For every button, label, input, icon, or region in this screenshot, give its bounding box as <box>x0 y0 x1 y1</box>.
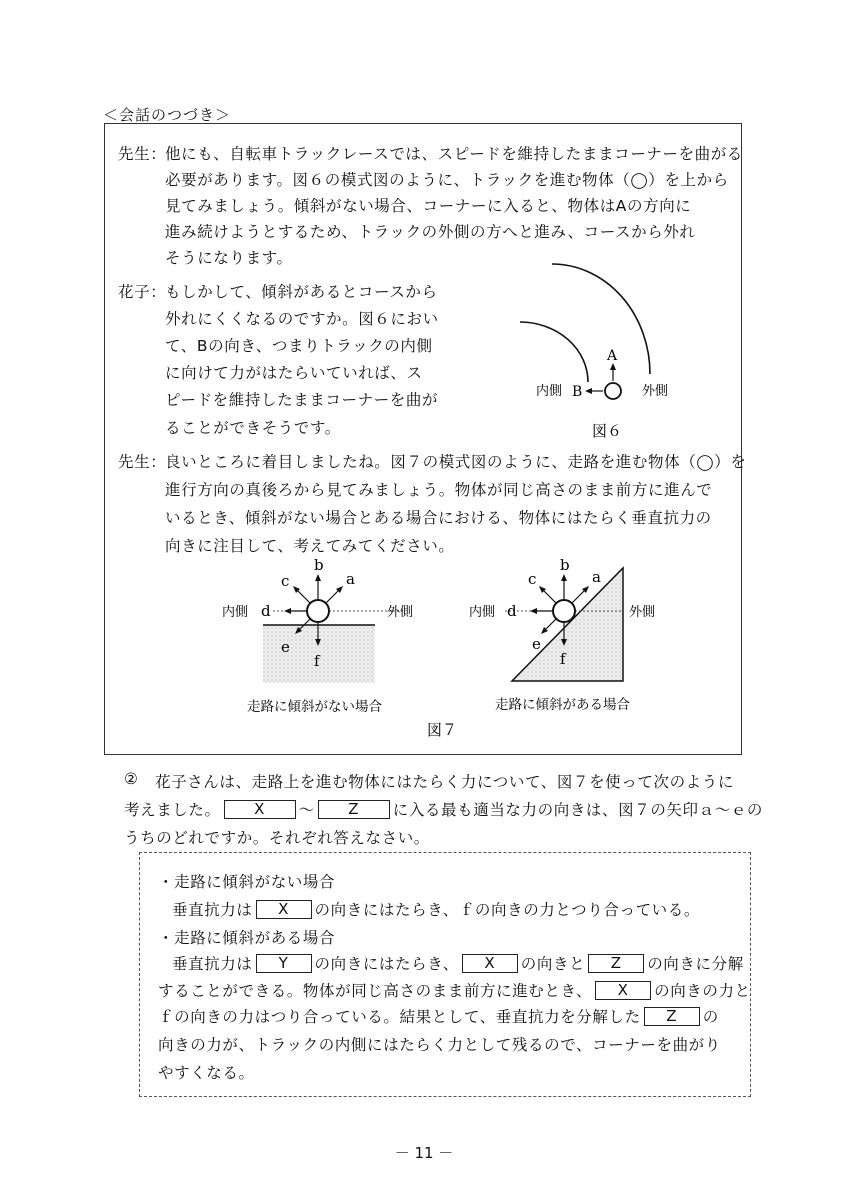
blank-x: X <box>462 954 518 973</box>
answer-text: の向きに分解 <box>647 955 744 973</box>
slope-label-inner: 内側 <box>469 605 496 620</box>
slope-arrow-c <box>543 590 556 603</box>
bullet-slope: ・走路に傾斜がある場合 <box>158 929 336 947</box>
blank-z: Z <box>644 1007 700 1026</box>
flat-label-outer: 外側 <box>387 605 414 620</box>
question-line-2 <box>124 798 763 820</box>
slope-label-e: e <box>532 635 541 653</box>
answer-text: の向きの力と <box>654 982 751 1000</box>
slope-object-circle <box>553 600 575 622</box>
question-text: 考えました。 <box>124 801 221 819</box>
slope-arrow-a <box>572 590 585 603</box>
slope-label-a: a <box>592 568 601 586</box>
dialog-line: 必要があります。図６の模式図のように、トラックを進む物体（◯）を上から <box>165 171 729 189</box>
question-line: うちのどれですか。それぞれ答えなさい。 <box>124 829 430 847</box>
answer-line: やすくなる。 <box>158 1064 255 1082</box>
flat-arrow-c <box>297 590 310 603</box>
flat-object-circle <box>307 600 329 622</box>
blank-x: X <box>595 981 651 1000</box>
dialog-line: に向けて力がはたらいていれば、ス <box>165 364 423 382</box>
tilde: ～ <box>298 801 315 819</box>
speaker-hanako: 花子： <box>118 283 167 301</box>
object-circle <box>605 383 621 399</box>
slope-arrow-b-head <box>561 574 567 581</box>
answer-text: の <box>702 1008 719 1026</box>
answer-text: の向きと <box>520 955 586 973</box>
slope-label-d: d <box>507 602 517 620</box>
dialog-line: 外れにくくなるのですか。図６におい <box>165 310 439 328</box>
blank-x: X <box>256 900 312 919</box>
slope-caption: 走路に傾斜がある場合 <box>495 697 630 713</box>
dialog-line: いるとき、傾斜がない場合とある場合における、物体にはたらく垂直抗力の <box>165 509 712 527</box>
flat-label-d: d <box>261 602 271 620</box>
flat-label-inner: 内側 <box>222 605 249 620</box>
slope-arrow-d-head <box>530 608 537 614</box>
figure-7-flat <box>222 556 413 715</box>
blank-z: Z <box>318 800 390 819</box>
dialog-line: 進み続けようとするため、トラックの外側の方へと進み、コースから外れ <box>165 223 696 241</box>
page-number: － 11 － <box>394 1144 454 1162</box>
label-inner: 内側 <box>536 384 563 399</box>
flat-arrow-a <box>326 590 339 603</box>
dialog-line: 良いところに着目しましたね。図７の模式図のように、走路を進む物体（◯）を <box>165 453 747 471</box>
dialog-line: 見てみましょう。傾斜がない場合、コーナーに入ると、物体はAの方向に <box>165 197 692 215</box>
blank-z: Z <box>588 954 644 973</box>
slope-label-b: b <box>560 556 570 574</box>
question-number: ② <box>124 770 139 788</box>
flat-label-f: f <box>314 652 320 670</box>
dialog-line: 進行方向の真後ろから見てみましょう。物体が同じ高さのまま前方に進んで <box>165 481 713 499</box>
answer-text: の向きにはたらき、ｆの向きの力とつり合っている。 <box>314 901 700 919</box>
dialog-line: て、Bの向き、つまりトラックの内側 <box>165 337 433 355</box>
figure-6 <box>520 250 730 450</box>
dialog-line: そうになります。 <box>165 249 293 267</box>
figure-7-slope <box>469 556 655 713</box>
question-text: に入る最も適当な力の向きは、図７の矢印ａ～ｅの <box>392 801 764 819</box>
answer-text: 垂直抗力は <box>172 901 253 919</box>
dialog-line: 他にも、自転車トラックレースでは、スピードを維持したままコーナーを曲がる <box>165 145 743 163</box>
dialog-line: ピードを維持したままコーナーを曲が <box>165 391 439 409</box>
answer-line <box>172 898 700 920</box>
slope-label-f: f <box>560 650 566 668</box>
flat-arrow-b-head <box>315 574 321 581</box>
flat-label-a: a <box>346 570 355 588</box>
track-inner-curve <box>520 322 588 382</box>
slope-label-c: c <box>528 570 537 588</box>
blank-x: X <box>224 800 296 819</box>
answer-line <box>172 952 744 974</box>
dialog-line: 向きに注目して、考えてみてください。 <box>165 537 455 555</box>
flat-label-e: e <box>281 638 290 656</box>
flat-arrow-d-head <box>284 608 291 614</box>
blank-y: Y <box>256 954 312 973</box>
slope-label-outer: 外側 <box>629 605 656 620</box>
label-b: B <box>572 384 583 400</box>
answer-text: することができる。物体が同じ高さのまま前方に進むとき、 <box>158 982 593 1000</box>
answer-text: 垂直抗力は <box>172 955 253 973</box>
label-outer: 外側 <box>642 384 669 399</box>
speaker-teacher: 先生： <box>118 453 167 471</box>
section-heading: ＜会話のつづき＞ <box>103 106 232 124</box>
flat-label-c: c <box>281 572 290 590</box>
answer-line <box>158 979 751 1001</box>
arrow-a-head <box>610 363 616 370</box>
flat-caption: 走路に傾斜がない場合 <box>247 699 382 715</box>
question-line: 花子さんは、走路上を進む物体にはたらく力について、図７を使って次のように <box>155 773 734 791</box>
figure-6-caption: 図６ <box>592 422 623 440</box>
slope-arrow-e <box>545 619 556 630</box>
label-a: A <box>607 348 618 364</box>
answer-text: ｆの向きの力はつり合っている。結果として、垂直抗力を分解した <box>158 1008 641 1026</box>
flat-label-b: b <box>314 556 324 574</box>
answer-text: の向きにはたらき、 <box>314 955 459 973</box>
speaker-teacher: 先生： <box>118 145 167 163</box>
track-outer-curve <box>552 264 650 374</box>
bullet-no-slope: ・走路に傾斜がない場合 <box>158 873 336 891</box>
arrow-b-head <box>585 388 592 394</box>
answer-line: 向きの力が、トラックの内側にはたらく力として残るので、コーナーを曲がり <box>158 1036 721 1054</box>
figure-7 <box>215 555 685 745</box>
figure-7-caption: 図７ <box>427 721 458 739</box>
dialog-line: もしかして、傾斜があるとコースから <box>165 283 438 301</box>
answer-line <box>158 1005 719 1027</box>
dialog-line: ることができそうです。 <box>165 419 341 437</box>
